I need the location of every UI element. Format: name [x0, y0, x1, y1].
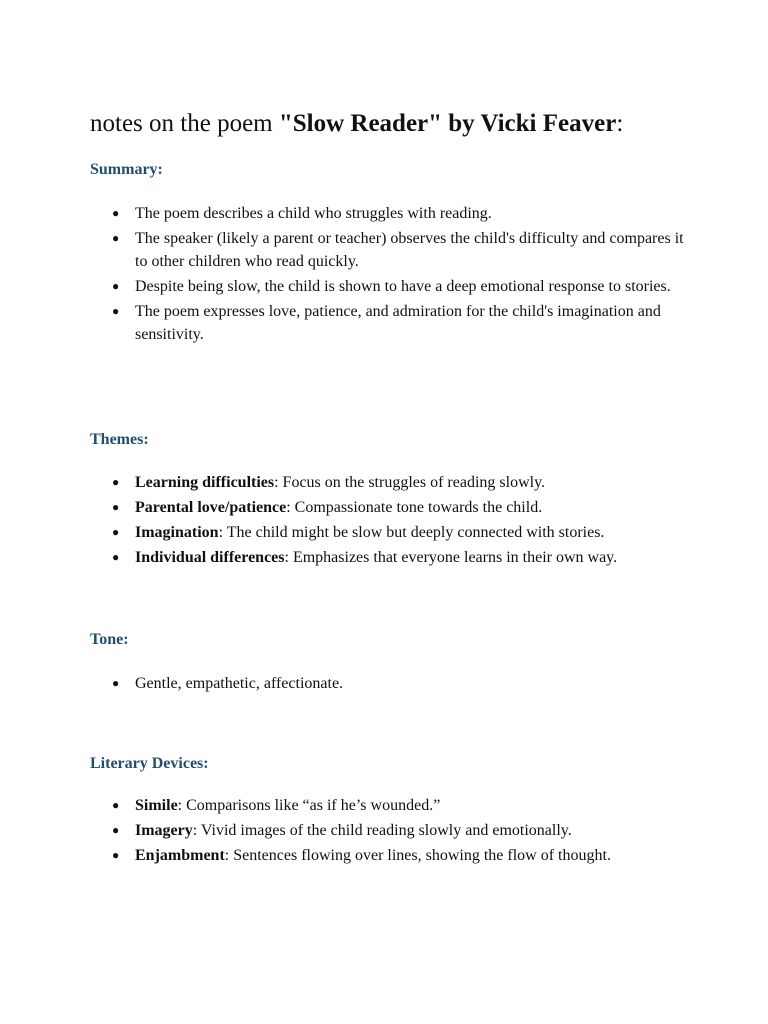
- bullet-icon: ●: [112, 798, 120, 812]
- list-item-text: The poem describes a child who struggles with reading.: [135, 205, 492, 222]
- bullet-icon: ●: [112, 848, 120, 862]
- device-description: : Comparisons like “as if he’s wounded.”: [177, 797, 441, 814]
- theme-term: Parental love/patience: [135, 499, 287, 516]
- list-item: [90, 202, 690, 225]
- device-description: : Sentences flowing over lines, showing the flow of thought.: [224, 847, 611, 864]
- list-item: [90, 819, 690, 842]
- title-suffix: :: [616, 110, 624, 137]
- summary-heading: Summary:: [90, 161, 163, 178]
- list-item: [90, 471, 690, 494]
- summary-list: [90, 202, 690, 348]
- theme-term: Individual differences: [135, 549, 285, 566]
- list-item-text: Gentle, empathetic, affectionate.: [135, 675, 344, 692]
- list-item-text: The poem expresses love, patience, and admiration for the child's imagination and sensitivity.: [135, 303, 661, 343]
- bullet-icon: ●: [112, 676, 120, 690]
- device-term: Simile: [135, 797, 178, 814]
- device-description: : Vivid images of the child reading slowly and emotionally.: [192, 822, 572, 839]
- bullet-icon: ●: [112, 500, 120, 514]
- document-page: [90, 104, 690, 864]
- bullet-icon: ●: [112, 231, 120, 245]
- theme-description: : Emphasizes that everyone learns in their own way.: [284, 549, 618, 566]
- list-item: [90, 300, 690, 346]
- list-item: [90, 844, 690, 867]
- themes-heading: Themes:: [90, 431, 149, 448]
- bullet-icon: ●: [112, 206, 120, 220]
- title-poem: "Slow Reader" by Vicki Feaver: [278, 110, 617, 137]
- theme-description: : Compassionate tone towards the child.: [286, 499, 543, 516]
- theme-description: : Focus on the struggles of reading slowly.: [274, 474, 546, 491]
- theme-term: Learning difficulties: [135, 474, 275, 491]
- tone-list: [90, 672, 690, 697]
- tone-heading: Tone:: [90, 631, 129, 648]
- bullet-icon: ●: [112, 525, 120, 539]
- bullet-icon: ●: [112, 550, 120, 564]
- list-item: [90, 496, 690, 519]
- bullet-icon: ●: [112, 279, 120, 293]
- list-item: [90, 275, 690, 298]
- theme-description: : The child might be slow but deeply connected with stories.: [218, 524, 605, 541]
- list-item: [90, 227, 690, 273]
- bullet-icon: ●: [112, 475, 120, 489]
- list-item: [90, 546, 690, 569]
- device-term: Enjambment: [135, 847, 225, 864]
- theme-term: Imagination: [135, 524, 219, 541]
- bullet-icon: ●: [112, 304, 120, 318]
- literary-devices-heading: Literary Devices:: [90, 755, 209, 772]
- list-item: [90, 794, 690, 817]
- page-title: [90, 104, 690, 144]
- literary-devices-list: [90, 794, 690, 869]
- themes-list: [90, 471, 690, 571]
- list-item-text: Despite being slow, the child is shown to have a deep emotional response to stories.: [135, 278, 671, 295]
- list-item: [90, 672, 690, 695]
- device-term: Imagery: [135, 822, 193, 839]
- bullet-icon: ●: [112, 823, 120, 837]
- title-prefix: notes on the poem: [90, 110, 279, 137]
- list-item-text: The speaker (likely a parent or teacher) observes the child's difficulty and compares it to other children who read quickly.: [135, 230, 684, 270]
- list-item: [90, 521, 690, 544]
